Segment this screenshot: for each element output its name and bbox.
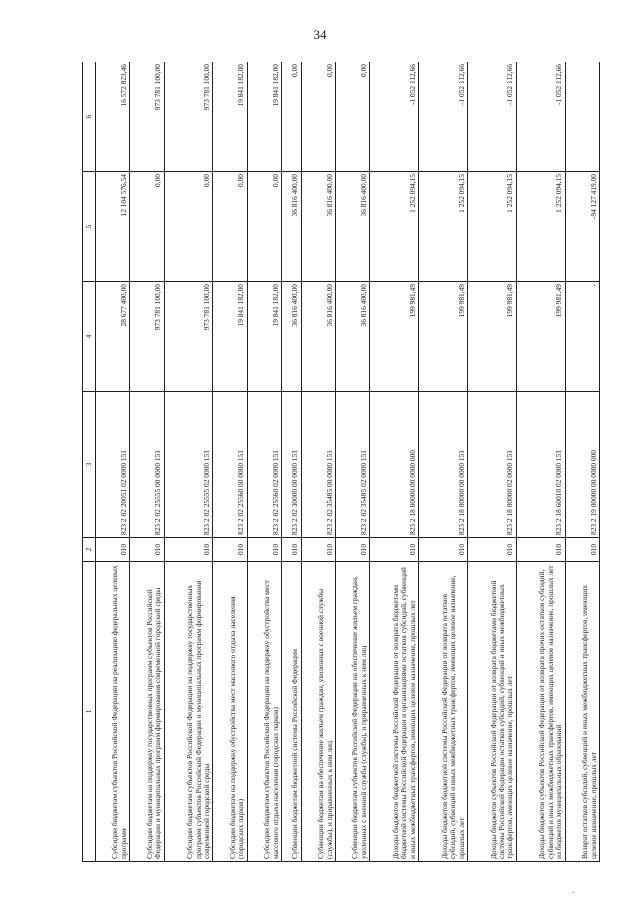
row-unexecuted-amount: 19 841 182,00: [213, 62, 247, 172]
row-line-code: 010: [281, 538, 301, 562]
table-row: [335, 62, 369, 862]
row-description: Возврат остатков субсидий, субвенций и иных межбюджетных трансфертов, имеющих целевое назначение, прошлых лет: [565, 562, 599, 862]
row-unexecuted-amount: 0,00: [281, 62, 301, 172]
row-unexecuted-amount: 19 841 182,00: [247, 62, 281, 172]
table-row: [96, 62, 130, 862]
row-description: Доходы бюджетов субъектов Российской Федерации от возврата бюджетами бюджетной системы Российской Федерации остатков субсидий, субвенций и иных межбюджетных трансфертов, имеющих целевое назначение, прошлых лет: [467, 562, 516, 862]
row-line-code: 010: [467, 538, 516, 562]
row-description: Субвенции бюджетам субъектов Российской Федерации на обеспечение жильем граждан, уволенных с военной службы (службы), и приравненных к ним лиц: [335, 562, 369, 862]
table-row: [370, 62, 419, 862]
row-line-code: 010: [247, 538, 281, 562]
row-approved-amount: 36 816 400,00: [281, 282, 301, 392]
row-approved-amount: 19 841 182,00: [247, 282, 281, 392]
row-description: Субсидии бюджетам субъектов Российской Федерации на поддержку обустройства мест массового отдыха населения (городских парков): [247, 562, 281, 862]
row-budget-code: 823 2 18 00000 00 0000 000: [370, 392, 419, 538]
table-row: [213, 62, 247, 862]
row-line-code: 010: [516, 538, 565, 562]
row-description: Субсидии бюджетам на поддержку обустройства мест массового отдыха населения (городских парков): [213, 562, 247, 862]
row-approved-amount: -: [565, 282, 599, 392]
row-unexecuted-amount: 973 781 100,00: [164, 62, 213, 172]
row-unexecuted-amount: 973 781 100,00: [130, 62, 164, 172]
header-col-1: 1: [83, 562, 96, 862]
row-executed-amount: 1 252 094,15: [516, 172, 565, 282]
row-approved-amount: 19 841 182,00: [213, 282, 247, 392]
table-header-row: [83, 62, 96, 862]
table-row: [467, 62, 516, 862]
row-line-code: 010: [130, 538, 164, 562]
row-description: Субвенции бюджетам бюджетной системы Российской Федерации: [281, 562, 301, 862]
table-row: [247, 62, 281, 862]
row-executed-amount: 1 252 094,15: [370, 172, 419, 282]
row-approved-amount: 36 816 400,00: [301, 282, 335, 392]
row-budget-code: 823 2 02 25560 00 0000 151: [213, 392, 247, 538]
row-budget-code: 823 2 18 00000 02 0000 151: [467, 392, 516, 538]
row-line-code: 010: [301, 538, 335, 562]
header-col-3: 3: [83, 392, 96, 538]
row-executed-amount: 0,00: [247, 172, 281, 282]
row-unexecuted-amount: 0,00: [335, 62, 369, 172]
table-row: [130, 62, 164, 862]
table-row: [419, 62, 468, 862]
row-executed-amount: 12 104 576,54: [96, 172, 130, 282]
table-row: [301, 62, 335, 862]
row-approved-amount: 199 981,49: [370, 282, 419, 392]
budget-revenue-table: [82, 62, 600, 862]
row-budget-code: 823 2 18 00000 00 0000 151: [419, 392, 468, 538]
row-executed-amount: 0,00: [213, 172, 247, 282]
table-row: [516, 62, 565, 862]
row-executed-amount: -94 127 419,00: [565, 172, 599, 282]
row-budget-code: 823 2 18 60010 02 0000 151: [516, 392, 565, 538]
page-mark: .: [572, 885, 575, 895]
row-line-code: 010: [370, 538, 419, 562]
row-unexecuted-amount: -1 052 112,66: [419, 62, 468, 172]
header-col-4: 4: [83, 282, 96, 392]
row-description: Доходы бюджетов бюджетной системы Российской Федерации от возврата остатков субсидий, субвенций и иных межбюджетных трансфертов, имеющих целевое назначение, прошлых лет: [419, 562, 468, 862]
row-line-code: 010: [419, 538, 468, 562]
row-budget-code: 823 2 02 20051 02 0000 151: [96, 392, 130, 538]
row-budget-code: 823 2 02 35485 02 0000 151: [335, 392, 369, 538]
row-description: Субсидии бюджетам субъектов Российской Федерации на реализацию федеральных целевых программ: [96, 562, 130, 862]
page-number: 34: [313, 27, 327, 42]
row-description: Доходы бюджетов бюджетной системы Российской Федерации от возврата бюджетами бюджетной системы Российской Федерации и организациями остатков субсидий, субвенций и иных межбюджетных трансфертов, имеющих целевое назначение, прошлых лет: [370, 562, 419, 862]
row-line-code: 010: [96, 538, 130, 562]
row-approved-amount: 28 677 400,00: [96, 282, 130, 392]
row-budget-code: 823 2 02 25560 02 0000 151: [247, 392, 281, 538]
rotated-table-container: [82, 62, 600, 862]
table-row: [281, 62, 301, 862]
row-executed-amount: 36 816 400,00: [301, 172, 335, 282]
row-unexecuted-amount: -1 052 112,66: [467, 62, 516, 172]
rotated-page-content: [82, 62, 600, 862]
row-line-code: 010: [213, 538, 247, 562]
row-approved-amount: 199 981,49: [467, 282, 516, 392]
row-unexecuted-amount: -1 052 112,66: [516, 62, 565, 172]
row-budget-code: 823 2 19 00000 00 0000 000: [565, 392, 599, 538]
header-col-5: 5: [83, 172, 96, 282]
row-approved-amount: 199 981,49: [516, 282, 565, 392]
header-col-2: 2: [83, 538, 96, 562]
row-description: Доходы бюджетов субъектов Российской Федерации от возврата прочих остатков субсидий, субвенций и иных межбюджетных трансфертов, имеющих целевое назначение, прошлых лет из бюджетов муниципальных образований: [516, 562, 565, 862]
row-line-code: 010: [335, 538, 369, 562]
row-executed-amount: 1 252 094,15: [419, 172, 468, 282]
row-unexecuted-amount: 16 572 823,46: [96, 62, 130, 172]
row-executed-amount: 0,00: [130, 172, 164, 282]
row-budget-code: 823 2 02 25555 00 0000 151: [130, 392, 164, 538]
row-line-code: 010: [565, 538, 599, 562]
row-unexecuted-amount: 0,00: [301, 62, 335, 172]
row-budget-code: 823 2 02 35485 00 0000 151: [301, 392, 335, 538]
table-row: [565, 62, 599, 862]
row-approved-amount: 973 781 100,00: [130, 282, 164, 392]
row-approved-amount: 36 816 400,00: [335, 282, 369, 392]
row-unexecuted-amount: -1 052 112,66: [370, 62, 419, 172]
row-executed-amount: 1 252 094,15: [467, 172, 516, 282]
row-description: Субвенции бюджетам на обеспечение жильем граждан, уволенных с военной службы (службы), и приравненных к ним лиц: [301, 562, 335, 862]
row-executed-amount: 36 816 400,00: [335, 172, 369, 282]
table-row: [164, 62, 213, 862]
row-budget-code: 823 2 02 25555 02 0000 151: [164, 392, 213, 538]
header-col-6: 6: [83, 62, 96, 172]
row-line-code: 010: [164, 538, 213, 562]
row-budget-code: 823 2 02 30000 00 0000 151: [281, 392, 301, 538]
row-description: Субсидии бюджетам на поддержку государственных программ субъектов Российской Федерации и муниципальных программ формирования современной городской среды: [130, 562, 164, 862]
row-description: Субсидии бюджетам субъектов Российской Федерации на поддержку государственных программ субъектов Российской Федерации и муниципальных программ формирования современной городской среды: [164, 562, 213, 862]
row-unexecuted-amount: [565, 62, 599, 172]
row-approved-amount: 973 781 100,00: [164, 282, 213, 392]
row-approved-amount: 199 981,49: [419, 282, 468, 392]
row-executed-amount: 36 816 400,00: [281, 172, 301, 282]
row-executed-amount: 0,00: [164, 172, 213, 282]
